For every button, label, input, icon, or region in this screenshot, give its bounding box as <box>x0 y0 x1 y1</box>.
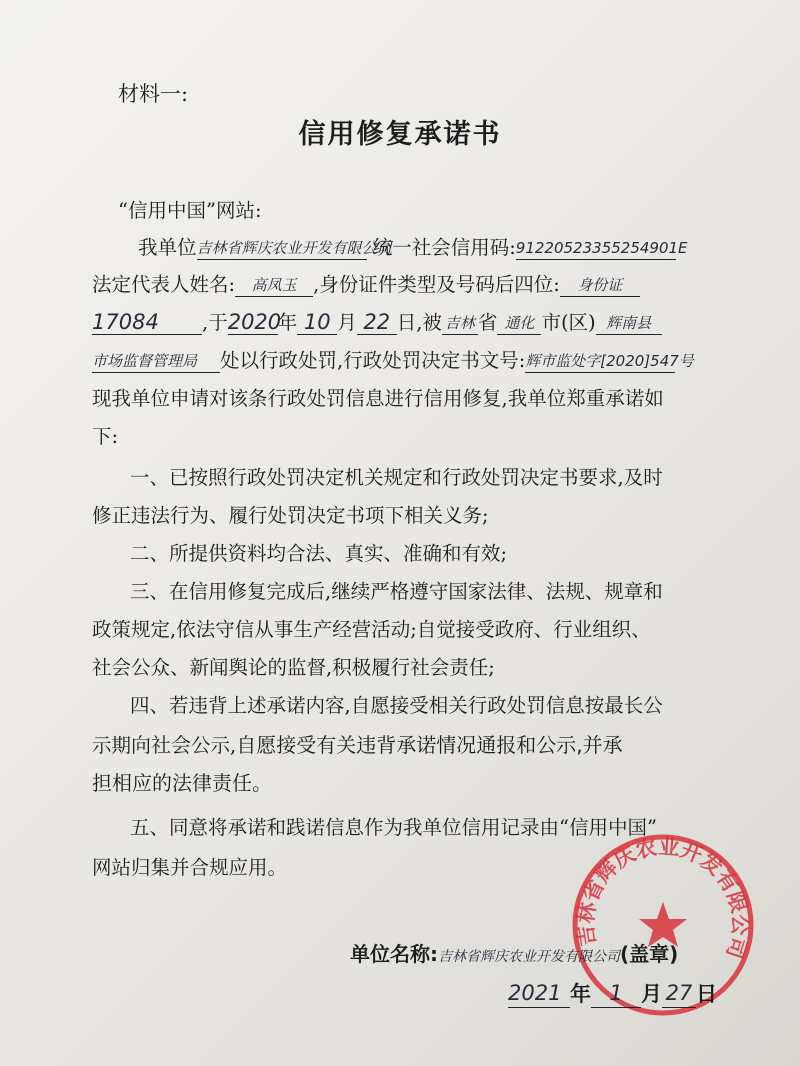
promise-5-line-1: 五、同意将承诺和践诺信息作为我单位信用记录由“信用中国” <box>130 816 657 839</box>
id-last4-handwritten: 17084 <box>92 310 159 334</box>
intro-text: 处以行政处罚,行政处罚决定书文号: <box>220 349 526 372</box>
month-handwritten: 10 <box>303 310 331 334</box>
intro-line-6: 下: <box>92 425 119 448</box>
promise-3-line-1: 三、在信用修复完成后,继续严格遵守国家法律、法规、规章和 <box>130 580 663 603</box>
province-field <box>442 310 478 335</box>
id-type-handwritten: 身份证 <box>577 276 623 294</box>
intro-line-4 <box>92 345 694 373</box>
seal-note: (盖章) <box>620 942 679 966</box>
unit-label: 单位名称: <box>350 942 438 966</box>
rep-name-handwritten: 高凤玉 <box>251 276 297 294</box>
day-handwritten: 22 <box>363 310 391 334</box>
day-field <box>357 310 397 335</box>
intro-line-3 <box>92 307 662 335</box>
intro-line-1 <box>138 232 688 260</box>
intro-text: 市(区) <box>541 311 596 334</box>
agency-field <box>92 348 220 373</box>
company-handwritten: 吉林省辉庆农业开发有限公司 <box>196 239 392 257</box>
unit-handwritten: 吉林省辉庆农业开发有限公司 <box>438 949 620 965</box>
intro-text: 法定代表人姓名: <box>92 273 236 296</box>
material-label: 材料一: <box>118 82 189 106</box>
date-year-handwritten: 2021 <box>508 981 562 1005</box>
promise-4-line-3: 担相应的法律责任。 <box>92 771 272 795</box>
decision-no-handwritten: 辉市监处字[2020]547号 <box>525 352 694 370</box>
id-type-field <box>560 272 640 297</box>
date-year-label: 年 <box>570 982 591 1006</box>
intro-text: 日,被 <box>396 311 442 334</box>
promise-text: 示期 <box>92 734 132 757</box>
promise-1-line-1: 一、已按照行政处罚决定机关规定和行政处罚决定书要求,及时 <box>130 466 663 489</box>
city-field <box>497 310 541 335</box>
intro-text: 我单位 <box>138 236 197 259</box>
rep-name-field <box>235 272 313 297</box>
promise-4-line-2 <box>92 729 623 758</box>
date-year-field <box>508 981 570 1008</box>
credit-code-handwritten: 91220523355254901E <box>515 239 688 257</box>
agency-handwritten: 市场监督管理局 <box>92 352 198 370</box>
promise-text: 自愿接受有关违背承诺情况通报和公示,并承 <box>236 733 623 757</box>
promise-text: 公示, <box>191 734 237 757</box>
intro-text: ,于 <box>202 311 228 334</box>
signature-date <box>508 978 717 1008</box>
promise-3-line-2: 政策规定,依法守信从事生产经营活动;自觉接受政府、行业组织、 <box>92 618 651 641</box>
intro-text: 省 <box>477 311 498 334</box>
page-title: 信用修复承诺书 <box>298 119 502 150</box>
credit-code-field <box>515 235 688 260</box>
promise-1-line-2: 修正违法行为、履行处罚决定书项下相关义务; <box>92 504 489 527</box>
month-field <box>297 310 337 335</box>
addressee: “信用中国”网站: <box>118 199 262 222</box>
date-day-field <box>662 981 696 1008</box>
promise-4-line-1: 四、若违背上述承诺内容,自愿接受相关行政处罚信息按最长公 <box>130 694 663 717</box>
province-handwritten: 吉林 <box>444 314 475 332</box>
date-month-field <box>591 981 641 1008</box>
date-day-label: 日 <box>696 982 717 1006</box>
intro-text: 月 <box>337 311 357 334</box>
company-field <box>196 235 392 260</box>
promise-5-line-2: 网站归集并合规应用。 <box>92 856 288 879</box>
intro-text: 年 <box>277 311 298 334</box>
city-handwritten: 通化 <box>504 314 535 332</box>
intro-line-2 <box>92 269 640 297</box>
id-last4-field <box>92 310 202 335</box>
intro-text: ,身份证件类型及号码后四位: <box>313 273 560 296</box>
promise-text: 向社会 <box>131 733 192 757</box>
county-handwritten: 辉南县 <box>606 314 652 332</box>
seal-text: 吉林省辉庆农业开发有限公司 <box>573 834 753 962</box>
intro-line-5: 现我单位申请对该条行政处罚信息进行信用修复,我单位郑重承诺如 <box>92 387 664 410</box>
year-field <box>227 310 282 335</box>
promise-2-line-1: 二、所提供资料均合法、真实、准确和有效; <box>130 542 508 565</box>
date-month-label: 月 <box>641 982 662 1006</box>
intro-text: 统一社会信用码: <box>372 236 516 259</box>
date-month-handwritten: 1 <box>609 981 623 1005</box>
year-handwritten: 2020 <box>227 310 282 334</box>
county-field <box>596 310 662 335</box>
unit-name-line <box>350 938 678 967</box>
promise-3-line-3: 社会公众、新闻舆论的监督,积极履行社会责任; <box>92 656 495 679</box>
date-day-handwritten: 27 <box>665 981 693 1005</box>
decision-no-field <box>525 348 694 373</box>
